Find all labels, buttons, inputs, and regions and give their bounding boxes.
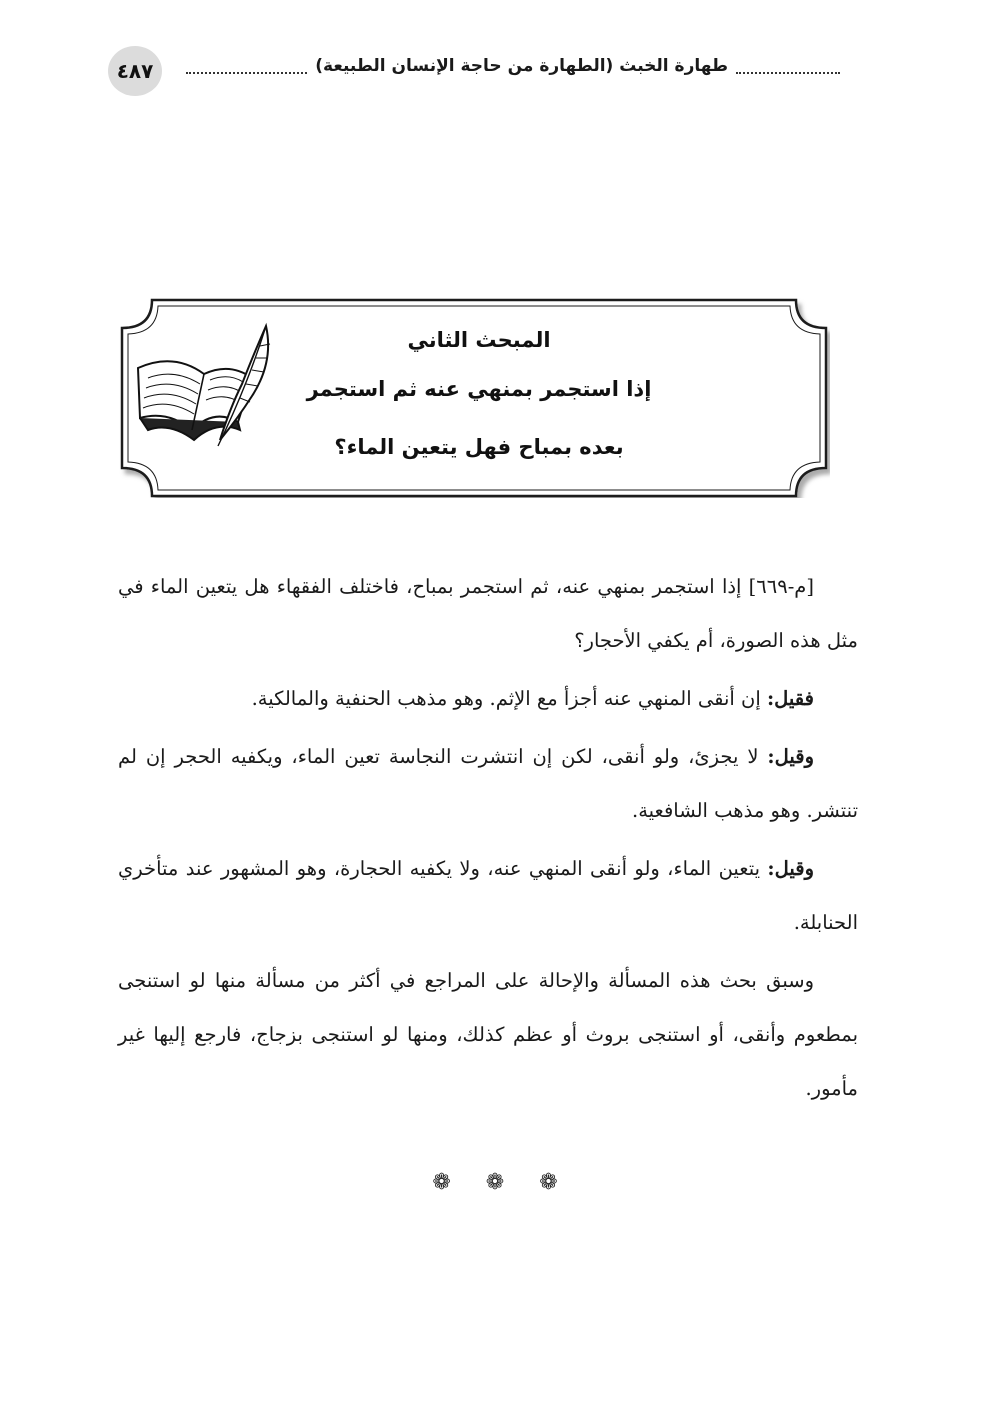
body-text (118, 560, 858, 1120)
header-dots-right (736, 58, 840, 74)
section-heading: المبحث الثاني (407, 328, 551, 352)
paragraph-lead: فقيل: (766, 687, 814, 710)
header-title-row (178, 56, 848, 76)
paragraph-lead: وقيل: (767, 745, 814, 768)
paragraph-2 (118, 672, 858, 726)
section-title-text (268, 320, 690, 476)
section-subtitle-line-1: إذا استجمر بمنهي عنه ثم استجمر (306, 377, 652, 401)
section-subtitle-line-2: بعده بمباح فهل يتعين الماء؟ (334, 435, 624, 459)
paragraph-text: وسبق بحث هذه المسألة والإحالة على المراجع في أكثر من مسألة منها لو استنجى بمطعوم وأنقى، أو استنجى بروث أو عظم كذلك، ومنها لو استنجى بزجاج، فارجع إليها غير مأمور. (118, 969, 858, 1100)
paragraph-text: لا يجزئ، ولو أنقى، لكن إن انتشرت النجاسة تعين الماء، ويكفيه الحجر إن لم تنتشر. وهو مذهب الشافعية. (118, 745, 858, 822)
book-and-quill-icon (134, 322, 274, 452)
paragraph-lead: وقيل: (767, 857, 814, 880)
header-title: طهارة الخبث (الطهارة من حاجة الإنسان الطبيعة) (315, 56, 728, 76)
page-number: ٤٨٧ (108, 46, 162, 96)
paragraph-text: يتعين الماء، ولو أنقى المنهي عنه، ولا يكفيه الحجارة، وهو المشهور عند متأخري الحنابلة. (118, 857, 858, 934)
paragraph-5 (118, 954, 858, 1116)
header-dots-left (186, 58, 307, 74)
paragraph-text: إن أنقى المنهي عنه أجزأ مع الإثم. وهو مذهب الحنفية والمالكية. (251, 687, 767, 710)
paragraph-4 (118, 842, 858, 950)
section-title-frame (118, 298, 830, 498)
paragraph-text: [م-٦٦٩] إذا استجمر بمنهي عنه، ثم استجمر بمباح، فاختلف الفقهاء هل يتعين الماء في مثل هذه الصورة، أم يكفي الأحجار؟ (118, 575, 858, 652)
ornament-divider: ❁ ❁ ❁ (432, 1170, 572, 1195)
paragraph-1 (118, 560, 858, 668)
running-header (108, 46, 848, 96)
paragraph-3 (118, 730, 858, 838)
